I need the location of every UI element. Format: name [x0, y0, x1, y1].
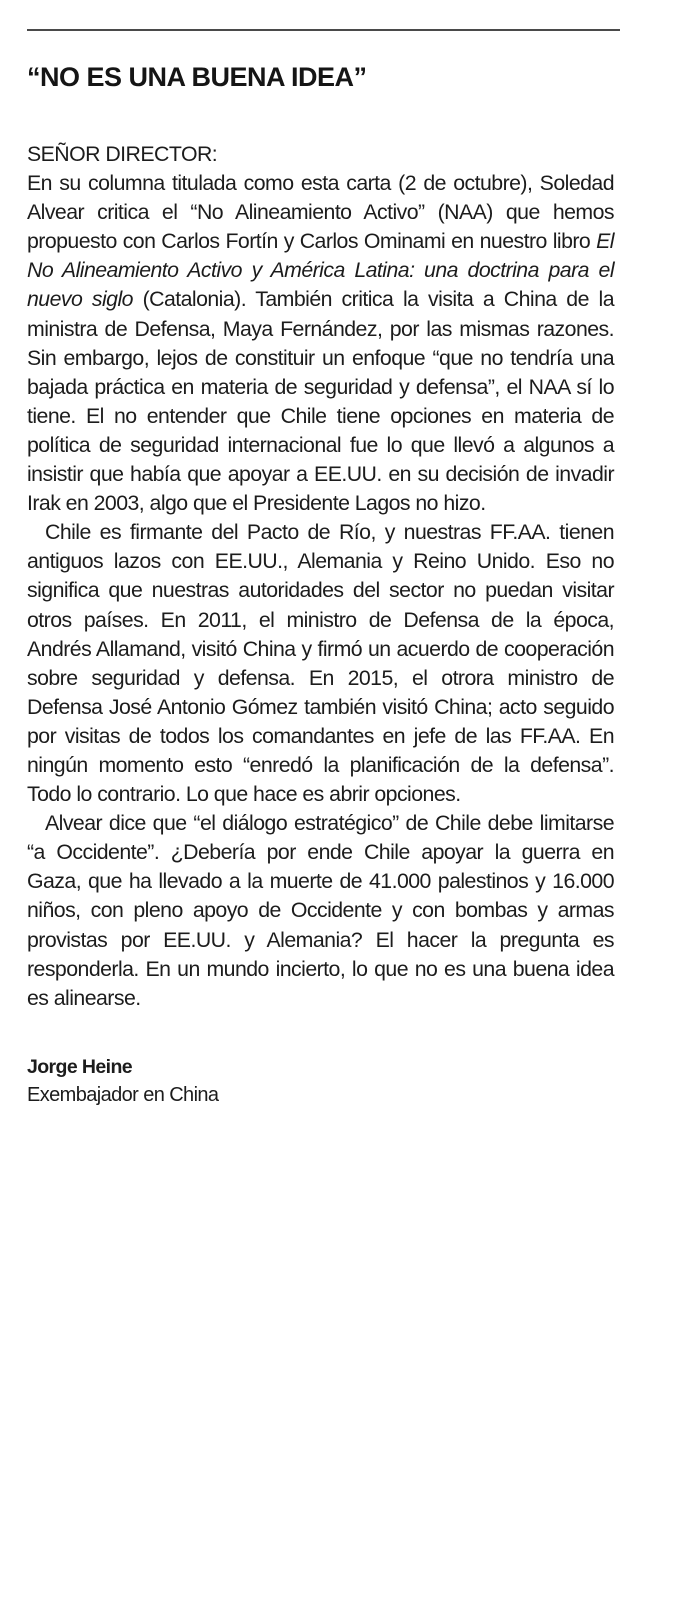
- book-title: El No Alineamiento Activo y América Latina: una doctrina para el nuevo siglo: [27, 229, 614, 312]
- letter-headline: “NO ES UNA BUENA IDEA”: [27, 62, 367, 92]
- letter-body: [27, 140, 614, 1013]
- signature-block: [27, 1053, 614, 1109]
- top-divider: [27, 29, 620, 31]
- paragraph-3: Alvear dice que “el diálogo estratégico” de Chile debe limitarse “a Occidente”. ¿Debería por ende Chile apoyar la guerra en Gaza, que ha llevado a la muerte de 41.000 palestinos y 16.000 niños, con pleno apoyo de Occidente y con bombas y armas provistas por EE.UU. y Alemania? El hacer la pregunta es responderla. En un mundo incierto, lo que no es una buena idea es alinearse.: [27, 811, 614, 1010]
- paragraph-1: [27, 169, 614, 518]
- paragraph-2: Chile es firmante del Pacto de Río, y nuestras FF.AA. tienen antiguos lazos con EE.UU., Alemania y Reino Unido. Eso no significa que nuestras autoridades del sector no puedan visitar otros países. En 2011, el ministro de Defensa de la época, Andrés Allamand, visitó China y firmó un acuerdo de cooperación sobre seguridad y defensa. En 2015, el otrora ministro de Defensa José Antonio Gómez también visitó China; acto seguido por visitas de todos los comandantes en jefe de las FF.AA. En ningún momento esto “enredó la planificación de la defensa”. Todo lo contrario. Lo que hace es abrir opciones.: [27, 520, 614, 807]
- letter-column: [27, 60, 614, 1109]
- paragraph-1-text-b: (Catalonia). También critica la visita a China de la ministra de Defensa, Maya Fernández, por las mismas razones. Sin embargo, lejos de constituir un enfoque “que no tendría una bajada práctica en materia de seguridad y defensa”, el NAA sí lo tiene. El no entender que Chile tiene opciones en materia de política de seguridad internacional fue lo que llevó a algunos a insistir que había que apoyar a EE.UU. en su decisión de invadir Irak en 2003, algo que el Presidente Lagos no hizo.: [27, 287, 614, 516]
- author-name: Jorge Heine: [27, 1055, 133, 1078]
- paragraph-1-text-a: En su columna titulada como esta carta (2 de octubre), Soledad Alvear critica el “No Alineamiento Activo” (NAA) que hemos propuesto con Carlos Fortín y Carlos Ominami en nuestro libro: [27, 171, 614, 254]
- author-role: Exembajador en China: [27, 1083, 219, 1106]
- salutation: SEÑOR DIRECTOR:: [27, 142, 218, 166]
